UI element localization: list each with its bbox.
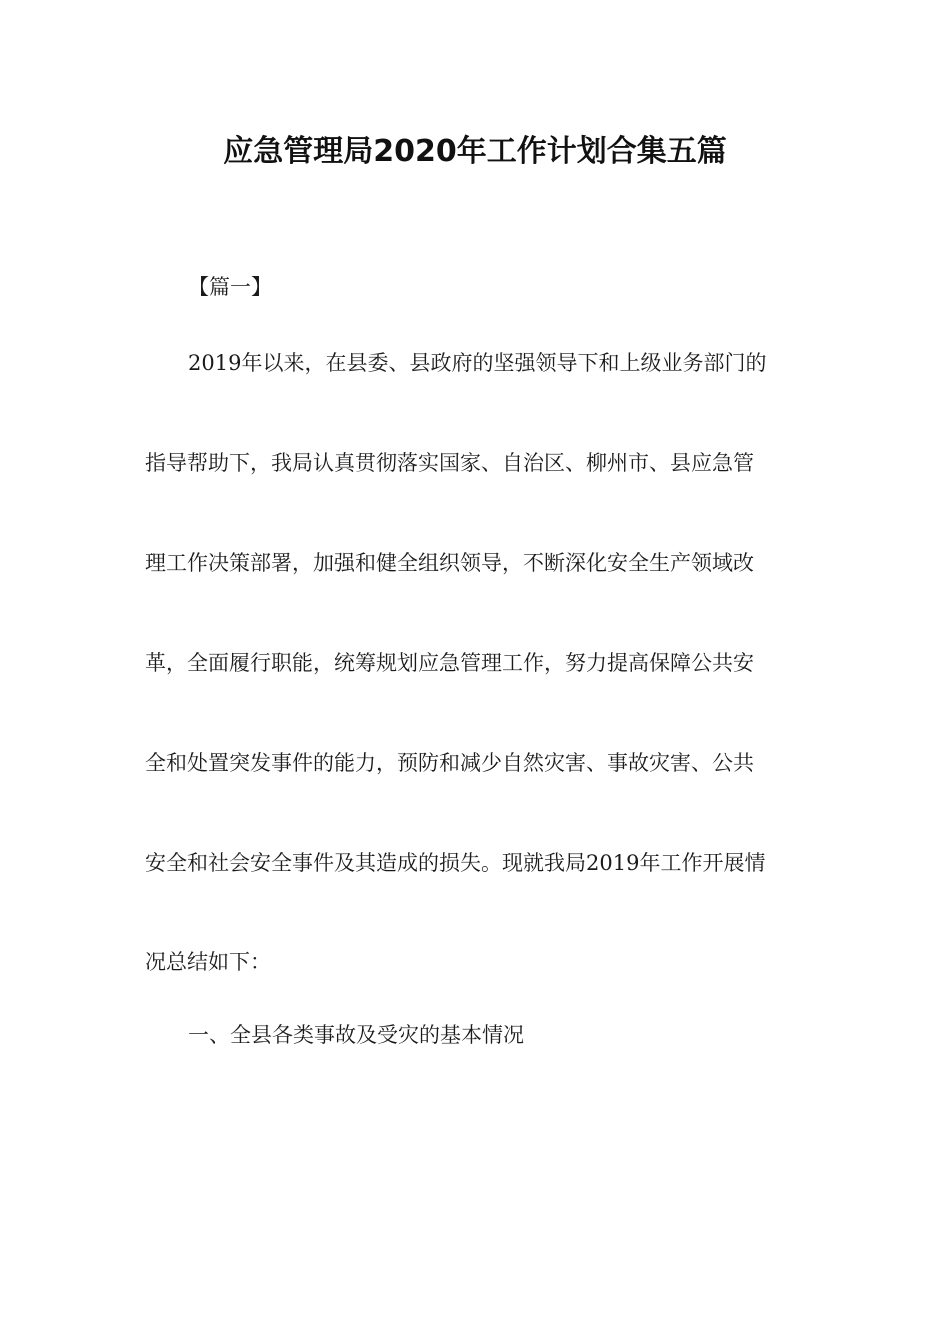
- paragraph-line: 革，全面履行职能，统筹规划应急管理工作，努力提高保障公共安: [145, 651, 754, 675]
- document-title: 应急管理局2020年工作计划合集五篇: [223, 134, 727, 169]
- section-heading: 一、全县各类事故及受灾的基本情况: [188, 1023, 524, 1047]
- paragraph-line: 指导帮助下，我局认真贯彻落实国家、自治区、柳州市、县应急管: [145, 451, 754, 475]
- paragraph-line: 全和处置突发事件的能力，预防和减少自然灾害、事故灾害、公共: [145, 751, 754, 775]
- paragraph-line: 理工作决策部署，加强和健全组织领导，不断深化安全生产领域改: [145, 551, 754, 575]
- paragraph-line: 安全和社会安全事件及其造成的损失。现就我局2019年工作开展情: [145, 851, 766, 875]
- paragraph-line: 2019年以来，在县委、县政府的坚强领导下和上级业务部门的: [188, 351, 767, 375]
- paragraph-line: 况总结如下：: [145, 950, 271, 974]
- section-label: 【篇一】: [188, 275, 272, 299]
